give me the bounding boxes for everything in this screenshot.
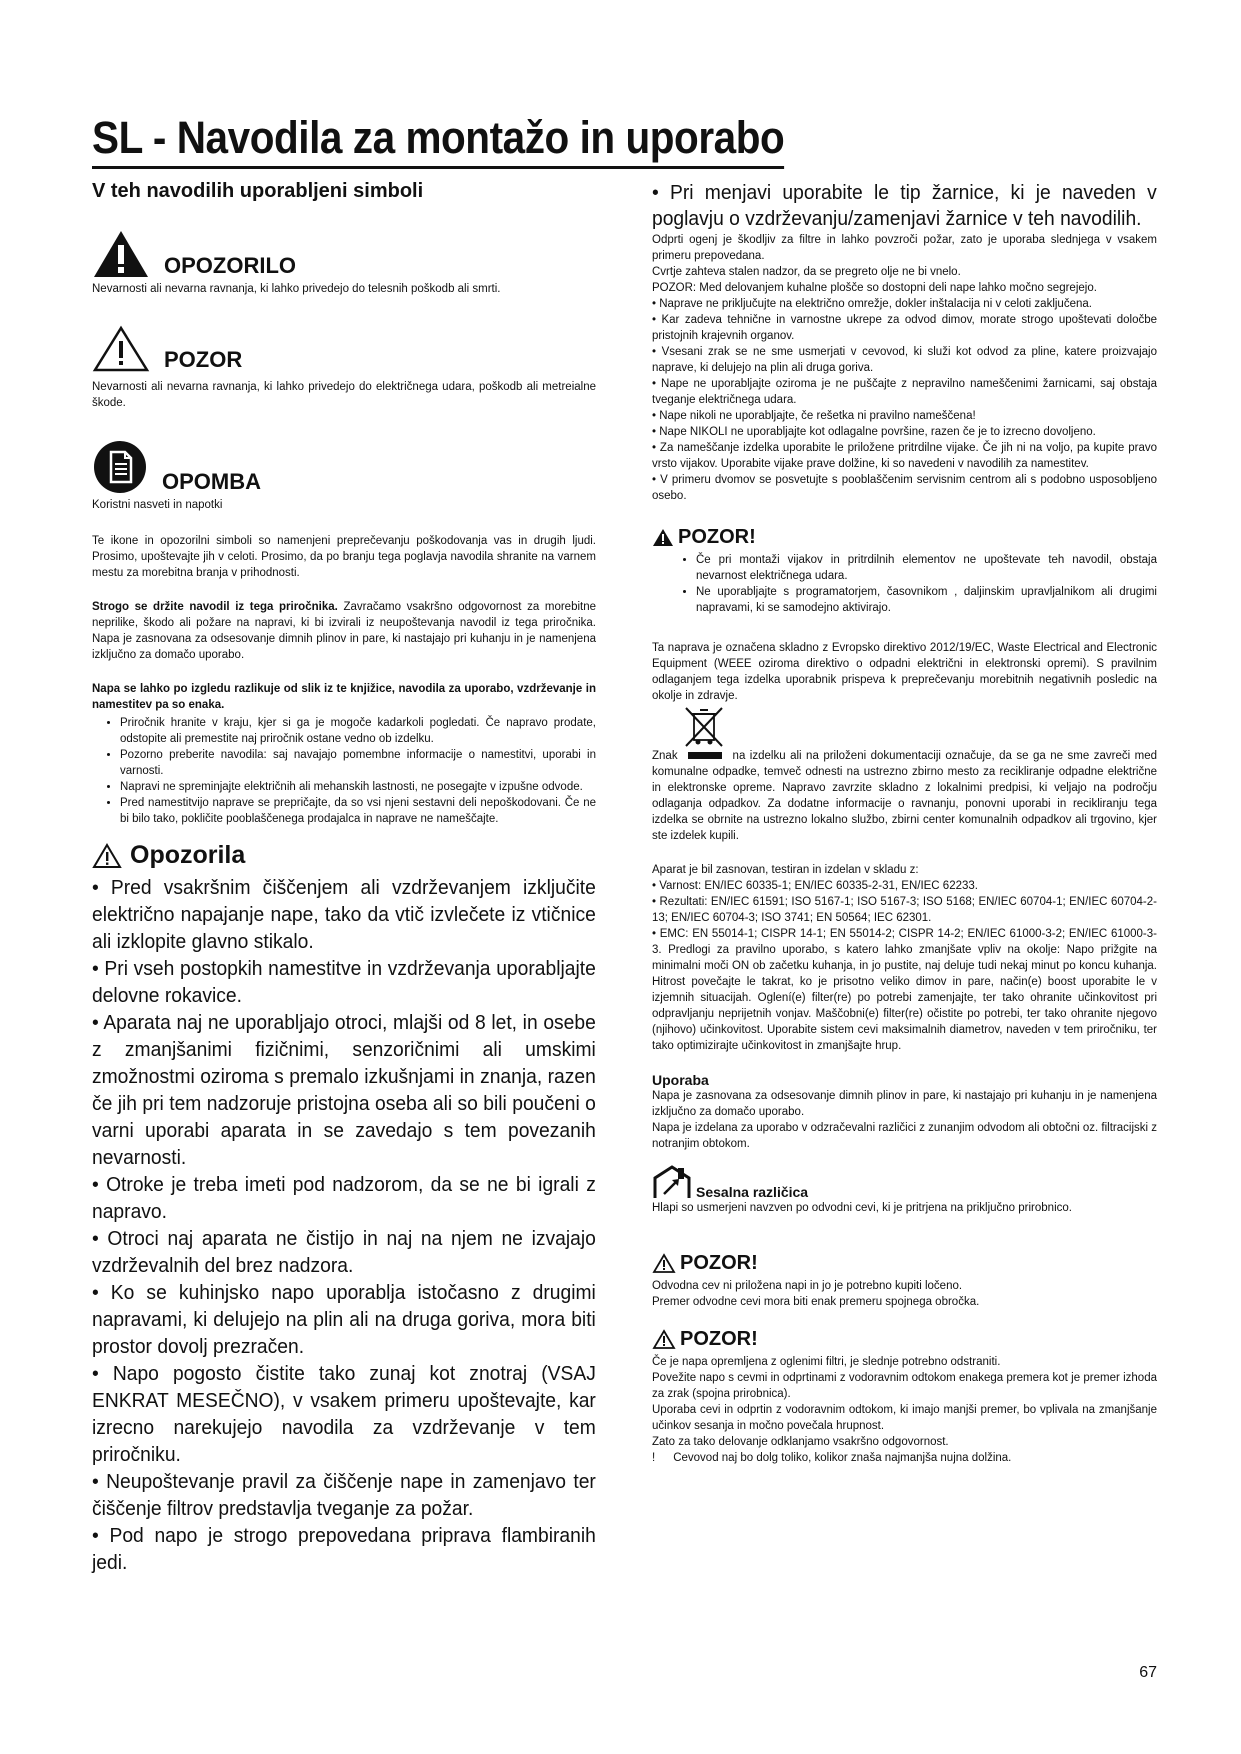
warning-item: • Ko se kuhinjsko napo uporablja istočasno z drugimi napravami, ki delujejo na plin ali na druga goriva, mora biti prostor dovolj prezračen. xyxy=(92,1281,596,1358)
pozor-line: Zato za tako delovanje odklanjamo vsakršno odgovornost. xyxy=(652,1436,949,1448)
warnings-heading: Opozorila xyxy=(130,841,246,869)
left-column xyxy=(92,180,596,1576)
warning-item: • Pod napo je strogo prepovedana priprava flambiranih jedi. xyxy=(92,1524,596,1574)
safety-line: • Vsesani zrak se ne sme usmerjati v cevovod, ki služi kot odvod za pline, katere proizvajajo naprave, ki delujejo na plin ali druga goriva. xyxy=(652,346,1157,374)
znak-paragraph xyxy=(652,748,1157,844)
list-item: • Priročnik hranite v kraju, kjer si ga je mogoče kadarkoli pogledati. Če napravo prodate, odstopite ali premestite naj priročnik ostane vedno ob izdelku. xyxy=(120,715,596,747)
safety-line: • Naprave ne priključujte na električno omrežje, dokler inštalacija ni v celoti zaključena. xyxy=(652,298,1092,310)
warnings-heading-row xyxy=(92,841,596,870)
list-item: • Pozorno preberite navodila: saj navajajo pomembne informacije o namestitvi, uporabi in varnosti. xyxy=(120,747,596,779)
pozor-heading-row xyxy=(652,1252,1157,1275)
caution-triangle-icon xyxy=(652,1329,676,1350)
standard-line: • Varnost: EN/IEC 60335-1; EN/IEC 60335-2-31, EN/IEC 62233. xyxy=(652,880,978,892)
standard-line: • EMC: EN 55014-1; CISPR 14-1; EN 55014-2; CISPR 14-2; EN/IEC 61000-3-2; EN/IEC 61000-3-3. Predlogi za pravilno uporabo, s katero lahko zmanjšate vpliv na okolje: Napo prižgite na minimalni moči ON ob začetku kuhanja, in jo pustite, naj deluje tudi nekaj minut po koncu kuhanja. Hitrost povečajte le takrat, ko je prisotno veliko dimov in pare, način(e) boost uporabite le v izjemnih situacijah. Oglení(e) filter(re) po potrebi zamenjajte, ter tako ohranite učinkovitost pri odpravljanju neprijetnih vonjav. Maščobni(e) filter(re) očistite po potrebi, ter tako ohranite njegovo (njihovo) učinkovitost. Uporabite sistem cevi maksimalnih diametrov, naveden v tem priročniku, ter tako optimizirajte učinkovitost in zmanjšajte hrup. xyxy=(652,928,1157,1052)
right-column xyxy=(652,180,1157,1466)
sesalna-text: Hlapi so usmerjeni navzven po odvodni cevi, ki je pritrjena na priključno prirobnico. xyxy=(652,1202,1072,1214)
strict-bold: Strogo se držite navodil iz tega priročnika. xyxy=(92,601,338,613)
safety-line: • Kar zadeva tehnične in varnostne ukrepe za odvod dimov, morate strogo upoštevati določbe pristojnih krajevnih organov. xyxy=(652,314,1157,342)
uporaba-text: Napa je izdelana za uporabo v odzračevalni različici z zunanjim odvodom ali obtočni oz. filtracijski z notranjim obtokom. xyxy=(652,1122,1157,1150)
safety-line: • V primeru dvomov se posvetujte s pooblaščenim servisnim centrom ali s podobno usposobljeno osebo. xyxy=(652,474,1157,502)
sesalna-heading-row xyxy=(652,1164,1157,1200)
pozor-line: Če je napa opremljena z oglenimi filtri, je slednje potrebno odstraniti. xyxy=(652,1356,1001,1368)
symbols-heading: V teh navodilih uporabljeni simboli xyxy=(92,180,424,202)
warning-item: • Otroci naj aparata ne čistijo in naj na njem ne izvajajo vzdrževalnih del brez nadzora. xyxy=(92,1227,596,1277)
extraction-hood-icon xyxy=(652,1164,692,1200)
differ-paragraph: Napa se lahko po izgledu razlikuje od slik iz te knjižice, navodila za uporabo, vzdrževanje in namestitev pa so enaka. xyxy=(92,683,596,711)
pozor-heading-row xyxy=(652,526,1157,549)
safety-line: Cvrtje zahteva stalen nadzor, da se pregreto olje ne bi vnelo. xyxy=(652,266,961,278)
sesalna-heading: Sesalna različica xyxy=(696,1184,809,1200)
warning-triangle-icon xyxy=(92,229,150,279)
pozor-line: Povežite napo s cevmi in odprtinami z vodoravnim odtokom enakega premera kot je premer izhoda za zrak (spojna prirobnica). xyxy=(652,1372,1157,1400)
pozor-line: Premer odvodne cevi mora biti enak premeru spojnega obročka. xyxy=(652,1296,980,1308)
instructions-list xyxy=(92,715,596,827)
safety-line: • Za nameščanje izdelka uporabite le priložene pritrdilne vijake. Če jih ni na voljo, pa kupite pravo vrsto vijakov. Uporabite vijake prave dolžine, ki so navedeni v navodilih za namestitev. xyxy=(652,442,1157,470)
list-item: • Pred namestitvijo naprave se prepričajte, da so vsi njeni sestavni deli nepoškodovani. Če ne bi bilo tako, pokličite pooblaščenega prodajalca in naprave ne nameščajte. xyxy=(120,795,596,827)
note-symbol-row xyxy=(92,439,596,495)
pozor-list xyxy=(652,552,1157,616)
note-description: Koristni nasveti in napotki xyxy=(92,499,223,511)
strict-text: Zavračamo vsakršno odgovornost za morebitne neprilike, škodo ali požare na napravi, ki bi izvirali iz neupoštevanja navodil iz tega priročnika. Napa je zasnovana za odsesovanje dimnih plinov in pare, ki nastajajo pri kuhanju in je namenjena izključno za domačo uporabo. xyxy=(92,601,597,661)
safety-line: • Nape nikoli ne uporabljajte, če rešetka ni pravilno nameščena! xyxy=(652,410,976,422)
intro-paragraph: Te ikone in opozorilni simboli so namenjeni preprečevanju poškodovanja vas in drugih ljudi. Prosimo, upoštevajte jih v celoti. Prosimo, da po branju tega poglavja navodila shranite na varnem mestu za morebitna branja v prihodnosti. xyxy=(92,535,596,579)
pozor-heading-row xyxy=(652,1328,1157,1351)
warning-item: • Neupoštevanje pravil za čiščenje nape in zamenjavo ter čiščenje filtrov predstavlja tveganje za požar. xyxy=(92,1470,596,1520)
safety-line: POZOR: Med delovanjem kuhalne plošče so dostopni deli nape lahko močno segrejejo. xyxy=(652,282,1097,294)
warning-item: • Pri vseh postopkih namestitve in vzdrževanja uporabljajte delovne rokavice. xyxy=(92,957,596,1007)
caution-label: POZOR xyxy=(164,347,243,372)
bulb-warning: • Pri menjavi uporabite le tip žarnice, ki je naveden v poglavju o vzdrževanju/zamenjavi žarnice v teh navodilih. xyxy=(652,181,1157,230)
page-number: 67 xyxy=(1139,1664,1157,1681)
standard-line: • Rezultati: EN/IEC 61591; ISO 5167-1; ISO 5167-3; ISO 5168; EN/IEC 60704-1; EN/IEC 60704-2-13; EN/IEC 60704-3; ISO 3741; EN 50564; IEC 62301. xyxy=(652,896,1157,924)
uporaba-heading: Uporaba xyxy=(652,1072,709,1088)
warning-item: • Pred vsakršnim čiščenjem ali vzdrževanjem izključite električno napajanje nape, tako da vtič izvlečete iz vtičnice ali izklopite glavno stikalo. xyxy=(92,876,596,953)
pozor-line: Uporaba cevi in odprtin z vodoravnim odtokom, ki imajo manjši premer, bo vplivala na zmanjšanje učinkov sesanja in močno povečala hrupnost. xyxy=(652,1404,1157,1432)
warning-triangle-icon xyxy=(652,528,674,547)
pozor-label: POZOR! xyxy=(680,1328,758,1350)
uporaba-text: Napa je zasnovana za odsesovanje dimnih plinov in pare, ki nastajajo pri kuhanju in je namenjena izključno za domačo uporabo. xyxy=(652,1090,1157,1118)
caution-description: Nevarnosti ali nevarna ravnanja, ki lahko privedejo do električnega udara, poškodb ali metreialne škode. xyxy=(92,381,596,409)
warning-item: • Aparata naj ne uporabljajo otroci, mlajši od 8 let, in osebe z zmanjšanimi fizičnimi, senzoričnimi ali umskimi zmožnostmi oziroma s premalo izkušnjami in znanja, razen če jih pri tem nadzoruje pristojna oseba ali so bili poučeni o varni uporabi aparata in se zavedajo s tem povezanih nevarnosti. xyxy=(92,1011,596,1169)
caution-triangle-icon xyxy=(652,1253,676,1274)
safety-line: • Nape NIKOLI ne uporabljajte kot odlagalne površine, razen če je to izrecno dovoljeno. xyxy=(652,426,1096,438)
safety-line: Odprti ogenj je škodljiv za filtre in lahko povzroči požar, zato je uporaba slednjega v vsakem primeru prepovedana. xyxy=(652,234,1157,262)
znak-label: Znak xyxy=(652,750,678,762)
note-label: OPOMBA xyxy=(162,469,261,494)
list-item: • Napravi ne spreminjajte električnih ali mehanskih lastnosti, ne posegajte v izpušne odvode. xyxy=(120,779,596,795)
design-line: Aparat je bil zasnovan, testiran in izdelan v skladu z: xyxy=(652,864,919,876)
warning-symbol-row xyxy=(92,229,596,279)
pozor-line xyxy=(652,1450,1157,1466)
znak-text: na izdelku ali na priloženi dokumentaciji označuje, da se ga ne sme zavreči med komunalne odpadke, temveč odnesti na ustrezno zbirno mesto za recikliranje odpadne električne in elektronske opreme. Napravo zavrzite skladno z lokalnimi predpisi, ki veljajo na področju odlaganja odpadkov. Za dodatne informacije o ravnanju, ponovni uporabi in recikliranju tega izdelka se obrnite na ustrezno lokalno službo, zbirni center komunalnih odpadkov ali trgovino, kjer ste izdelek kupili. xyxy=(652,750,1157,842)
pozor-line: Odvodna cev ni priložena napi in jo je potrebno kupiti ločeno. xyxy=(652,1280,963,1292)
pozor-label: POZOR! xyxy=(680,1252,758,1274)
strict-paragraph xyxy=(92,599,596,663)
pozor-label: POZOR! xyxy=(678,526,756,548)
warning-label: OPOZORILO xyxy=(164,253,296,278)
caution-triangle-icon xyxy=(92,843,122,869)
caution-symbol-row xyxy=(92,325,596,373)
warning-item: • Napo pogosto čistite tako zunaj kot znotraj (VSAJ ENKRAT MESEČNO), v vsakem primeru upoštevajte, kar izrecno narekujejo navodila za vzdrževanje v tem priročniku. xyxy=(92,1362,596,1466)
weee-paragraph: Ta naprava je označena skladno z Evropsko direktivo 2012/19/EC, Waste Electrical and Electronic Equipment (WEEE oziroma direktivo o odpadni električni in elektronski opremi). S pravilnim odlaganjem tega izdelka uporabnik prispeva k preprečevanju morebitnih negativnih posledic na okolje in zdravje. xyxy=(652,642,1157,702)
exclamation-mark: ! xyxy=(652,1452,656,1464)
page-title: SL - Navodila za montažo in uporabo xyxy=(92,112,784,169)
note-document-icon xyxy=(92,439,148,495)
warning-description: Nevarnosti ali nevarna ravnanja, ki lahko privedejo do telesnih poškodb ali smrti. xyxy=(92,283,501,295)
list-item: • Ne uporabljajte s programatorjem, časovnikom , daljinskim upravljalnikom ali drugimi napravami, ki se samodejno aktivirajo. xyxy=(696,584,1157,616)
crossed-bin-icon xyxy=(682,706,726,748)
safety-line: • Nape ne uporabljajte oziroma je ne puščajte z nepravilno nameščenimi žarnicami, saj obstaja tveganje električnega udara. xyxy=(652,378,1157,406)
list-item: • Če pri montaži vijakov in pritrdilnih elementov ne upoštevate teh navodil, obstaja nevarnost električnega udara. xyxy=(696,552,1157,584)
weee-bar-icon xyxy=(688,752,722,759)
warning-item: • Otroke je treba imeti pod nadzorom, da se ne bi igrali z napravo. xyxy=(92,1173,596,1223)
pozor-last-text: Cevovod naj bo dolg toliko, kolikor znaša najmanjša nujna dolžina. xyxy=(673,1452,1012,1464)
caution-triangle-icon xyxy=(92,325,150,373)
